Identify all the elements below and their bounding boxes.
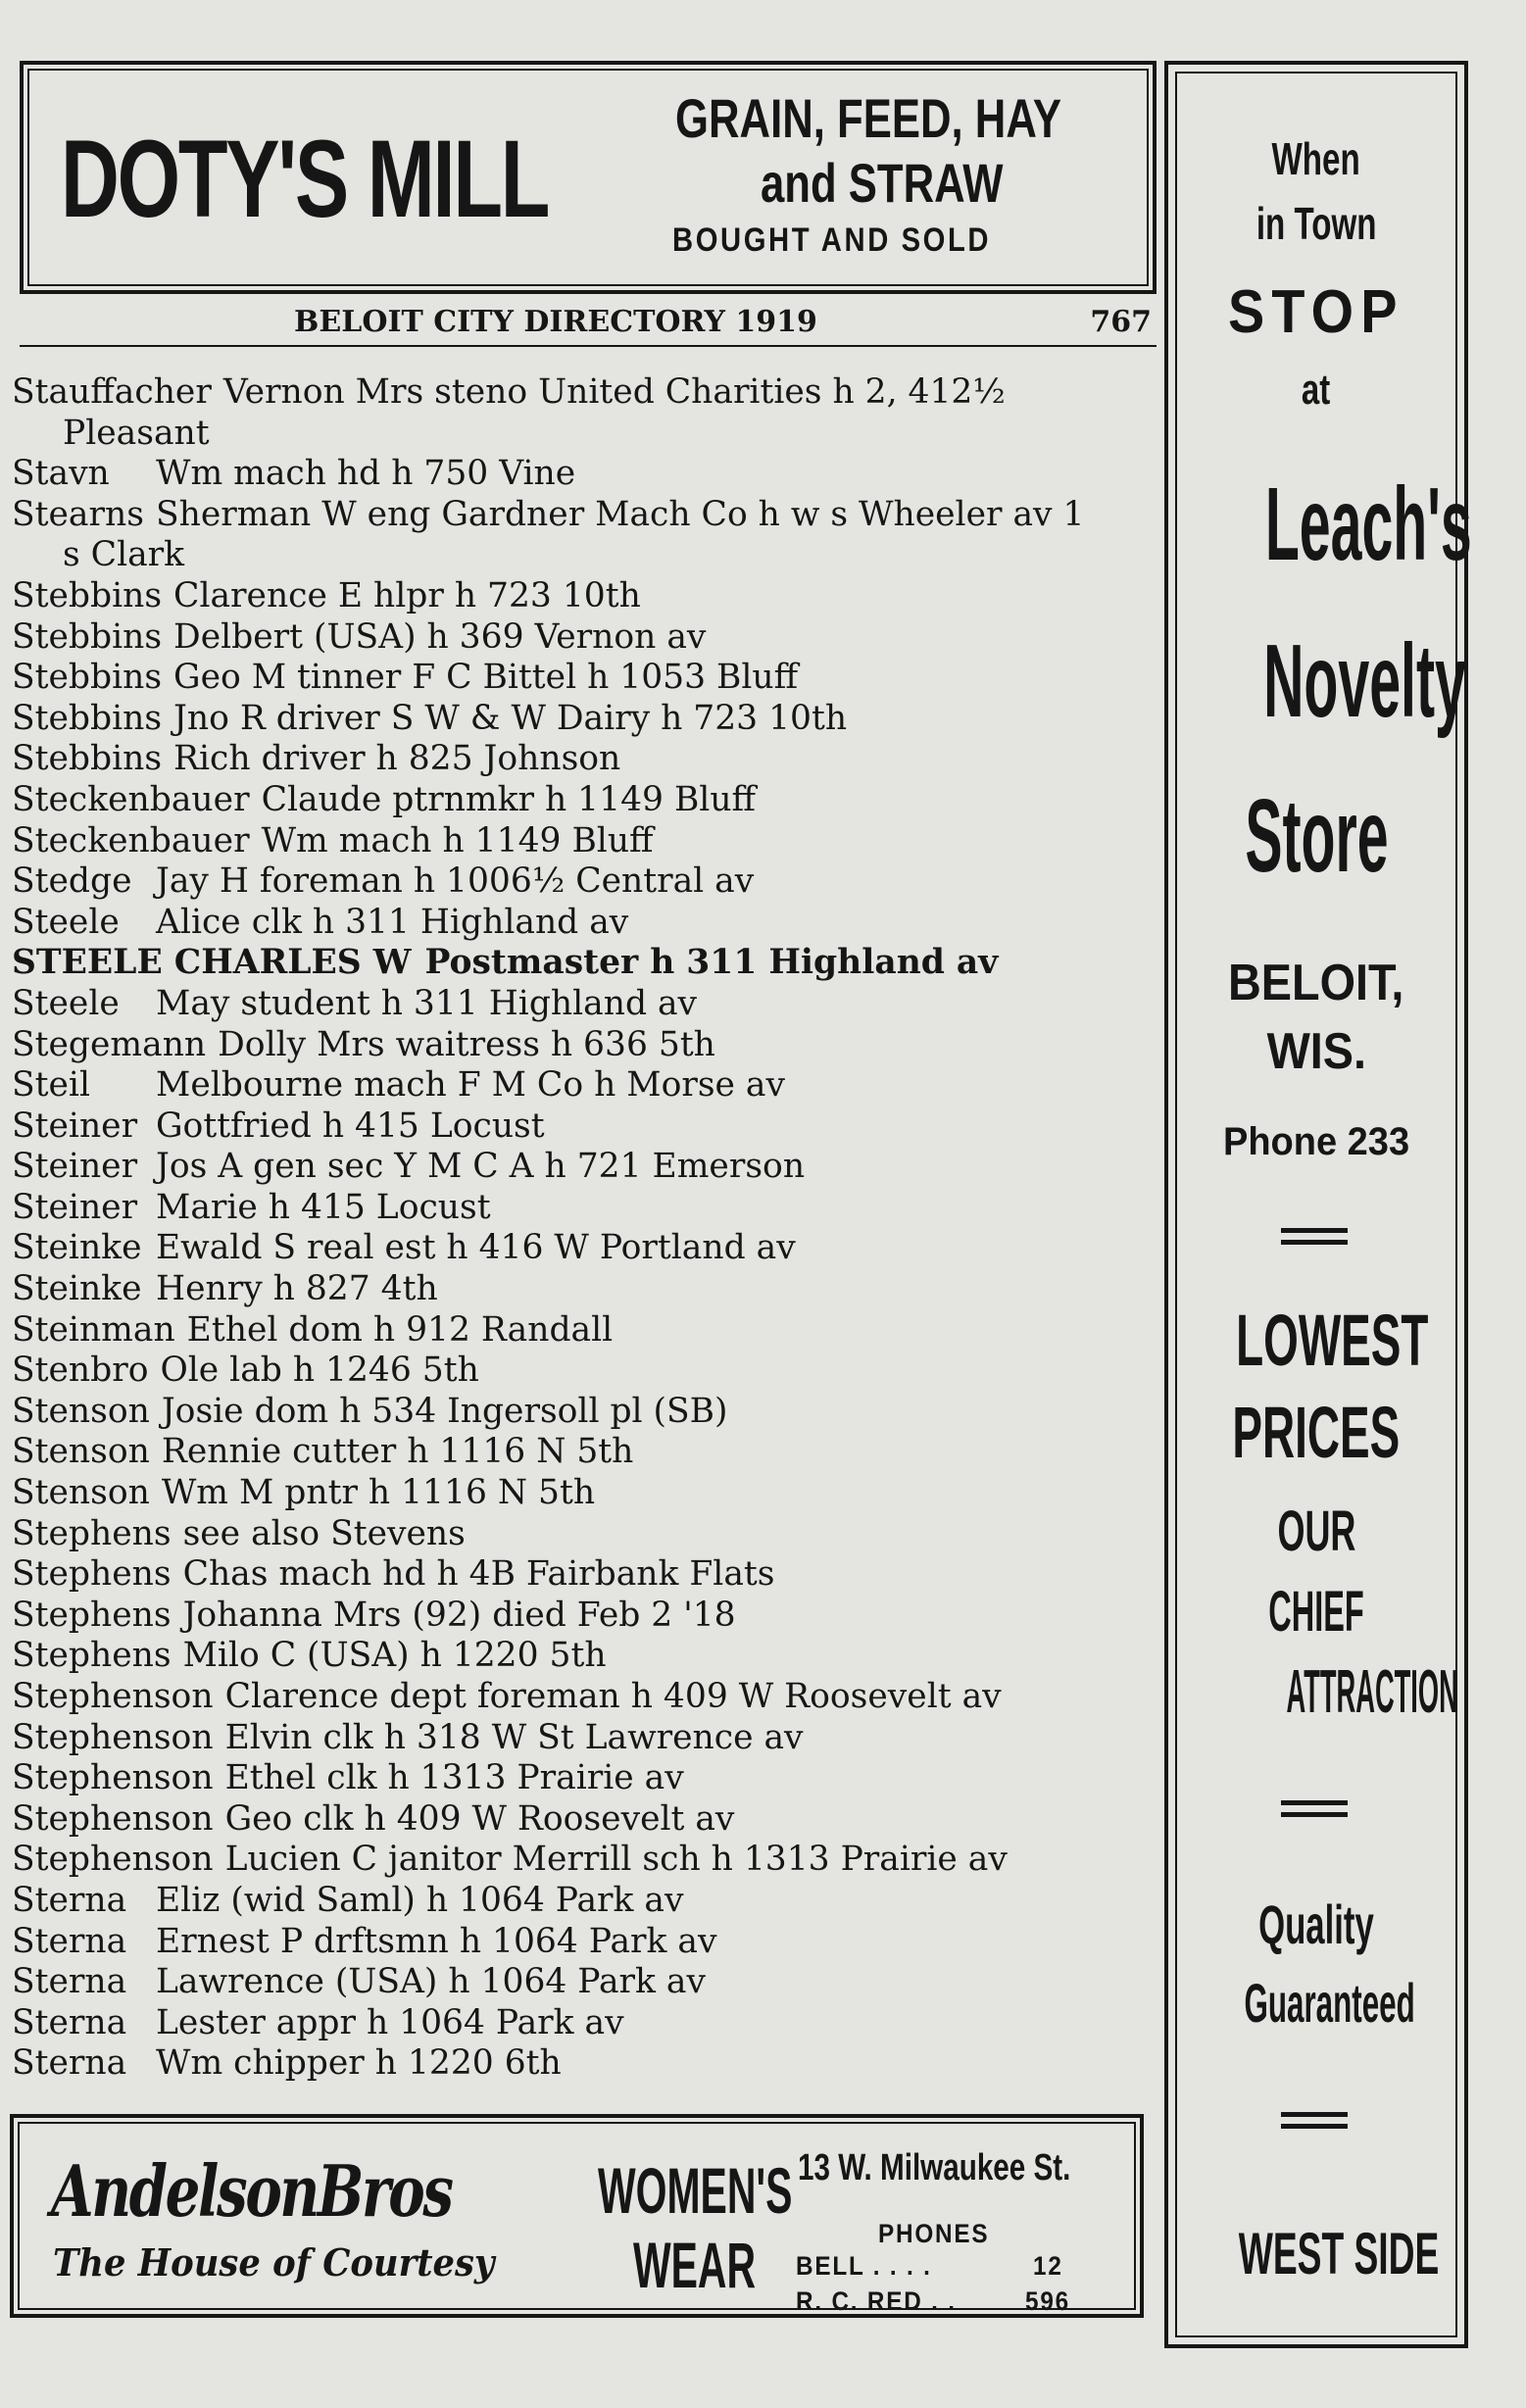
- entry-surname: Sterna: [12, 1880, 127, 1920]
- entry-details: Pleasant: [63, 413, 210, 453]
- directory-entry: [12, 1473, 1149, 1514]
- entry-surname: Steil: [12, 1065, 90, 1106]
- directory-entry: [12, 1432, 1149, 1473]
- entry-details: Johanna Mrs (92) died Feb 2 '18: [182, 1595, 736, 1635]
- side-prices: PRICES: [1232, 1392, 1401, 1473]
- entry-details: Marie h 415 Locust: [156, 1187, 491, 1227]
- directory-entry: [12, 1758, 1149, 1799]
- directory-title: BELOIT CITY DIRECTORY 1919: [294, 305, 817, 339]
- entry-details: Dolly Mrs waitress h 636 5th: [218, 1024, 715, 1064]
- entry-surname: Stebbins: [12, 698, 163, 738]
- entry-details: Lawrence (USA) h 1064 Park av: [156, 1962, 706, 2002]
- bell-phone-label: BELL . . . .: [796, 2251, 932, 2281]
- directory-entry: [12, 903, 1149, 944]
- side-leachs: Leach's: [1264, 467, 1472, 582]
- side-guaranteed: Guaranteed: [1244, 1972, 1415, 2034]
- entry-details: Wm chipper h 1220 6th: [156, 2043, 562, 2084]
- side-rule-2a: [1281, 1800, 1348, 1805]
- directory-entry: [12, 1922, 1149, 1963]
- wear-label: WEAR: [633, 2229, 757, 2301]
- entry-details: Claude ptrnmkr h 1149 Bluff: [261, 779, 757, 819]
- directory-entry: [12, 658, 1149, 699]
- entry-surname: Stebbins: [12, 616, 163, 657]
- entry-surname: Stenbro: [12, 1351, 149, 1391]
- side-wis: WIS.: [1266, 1023, 1366, 1080]
- entry-details: Elvin clk h 318 W St Lawrence av: [224, 1717, 804, 1757]
- entry-surname: Steiner: [12, 1187, 138, 1227]
- entry-details: Lucien C janitor Merrill sch h 1313 Prairie av: [224, 1840, 1008, 1880]
- side-in-town: in Town: [1255, 198, 1377, 249]
- entry-details: Eliz (wid Saml) h 1064 Park av: [156, 1880, 684, 1920]
- directory-entry: [12, 1188, 1149, 1229]
- entry-surname: Sterna: [12, 1921, 127, 1961]
- entry-surname: Stenson: [12, 1473, 150, 1513]
- entry-surname: Steinke: [12, 1228, 142, 1268]
- side-west-side: WEST SIDE: [1238, 2221, 1440, 2286]
- entry-surname: Steiner: [12, 1106, 138, 1146]
- directory-entry: [12, 821, 1149, 862]
- entry-surname: Stephenson: [12, 1840, 214, 1880]
- entry-surname: Sterna: [12, 2043, 127, 2084]
- entry-details: Jos A gen sec Y M C A h 721 Emerson: [156, 1147, 806, 1187]
- directory-entry: [12, 1392, 1149, 1433]
- directory-entry: [12, 372, 1149, 414]
- entry-details: Jay H foreman h 1006½ Central av: [156, 861, 755, 902]
- entry-details: Ole lab h 1246 5th: [160, 1351, 479, 1391]
- side-beloit: BELOIT,: [1228, 955, 1404, 1011]
- entry-details: Clarence E hlpr h 723 10th: [173, 575, 641, 615]
- directory-entry: [12, 617, 1149, 659]
- directory-entry: [12, 1596, 1149, 1637]
- entry-details: s Clark: [63, 535, 185, 575]
- directory-entry: [12, 576, 1149, 617]
- side-when: When: [1271, 133, 1361, 184]
- womens-label: WOMEN'S: [598, 2154, 793, 2227]
- bell-phone-number: 12: [1033, 2251, 1063, 2281]
- side-store: Store: [1244, 778, 1389, 894]
- entry-details: Alice clk h 311 Highland av: [156, 902, 629, 942]
- entry-surname: Stephens: [12, 1554, 172, 1595]
- entry-surname: Steiner: [12, 1147, 138, 1187]
- entry-surname: Sterna: [12, 2002, 127, 2042]
- entry-details: see also Stevens: [182, 1513, 466, 1553]
- entry-surname: Steele: [12, 902, 120, 942]
- directory-entry: [12, 861, 1149, 903]
- directory-entry: [12, 1677, 1149, 1718]
- side-lowest: LOWEST: [1236, 1300, 1429, 1381]
- side-rule-1a: [1281, 1228, 1348, 1233]
- directory-entry: [12, 2043, 1149, 2085]
- side-chief: CHIEF: [1268, 1580, 1364, 1644]
- directory-entry: [12, 1962, 1149, 2003]
- entry-surname: Steckenbauer: [12, 820, 250, 860]
- directory-entry: [12, 454, 1149, 495]
- dotys-mill-line3: BOUGHT AND SOLD: [672, 221, 992, 259]
- entry-surname: Stedge: [12, 861, 132, 902]
- side-attraction: ATTRACTION: [1286, 1658, 1458, 1726]
- dotys-mill-line1: GRAIN, FEED, HAY: [675, 87, 1061, 149]
- directory-entry: [12, 1799, 1149, 1841]
- entry-surname: Stephenson: [12, 1798, 214, 1839]
- directory-entry: [12, 1718, 1149, 1759]
- entry-surname: Stenson: [12, 1391, 150, 1431]
- andelson-bros-tagline: The House of Courtesy: [53, 2240, 495, 2285]
- running-header: [294, 305, 1152, 340]
- entry-details: Delbert (USA) h 369 Vernon av: [173, 616, 707, 657]
- side-phone: Phone 233: [1222, 1120, 1410, 1163]
- dotys-mill-ad: [20, 61, 1157, 294]
- directory-entry: [12, 1514, 1149, 1555]
- directory-entry: [12, 780, 1149, 821]
- entry-details: Ethel dom h 912 Randall: [186, 1309, 614, 1350]
- entry-details: Milo C (USA) h 1220 5th: [182, 1636, 607, 1676]
- entry-details: Wm mach h 1149 Bluff: [261, 820, 654, 860]
- entry-details: May student h 311 Highland av: [156, 983, 698, 1023]
- side-stop: STOP: [1228, 278, 1404, 346]
- directory-entry: [12, 1351, 1149, 1392]
- entry-surname: Stebbins: [12, 658, 163, 698]
- directory-entry: [12, 1106, 1149, 1148]
- directory-entry: [12, 943, 1149, 984]
- entry-surname: Steinke: [12, 1269, 142, 1309]
- entry-details: Jno R driver S W & W Dairy h 723 10th: [173, 698, 848, 738]
- entry-surname: Stephenson: [12, 1677, 214, 1716]
- side-novelty: Novelty: [1263, 623, 1466, 739]
- directory-entry: [12, 1636, 1149, 1677]
- andelson-address: 13 W. Milwaukee St.: [798, 2147, 1071, 2188]
- entry-surname: Stavn: [12, 454, 110, 494]
- entry-details: Vernon Mrs steno United Charities h 2, 412½: [222, 372, 1006, 412]
- side-rule-1b: [1281, 1240, 1348, 1245]
- entry-details: Henry h 827 4th: [156, 1269, 438, 1309]
- entry-details: Rennie cutter h 1116 N 5th: [161, 1432, 634, 1472]
- directory-entry: [12, 984, 1149, 1025]
- entry-details: Josie dom h 534 Ingersoll pl (SB): [161, 1391, 728, 1431]
- entry-details: Ethel clk h 1313 Prairie av: [224, 1758, 684, 1798]
- andelson-bros-ad: [10, 2114, 1144, 2318]
- entry-details: Gottfried h 415 Locust: [156, 1106, 545, 1146]
- directory-entry: [12, 1228, 1149, 1269]
- entry-surname: Steinman: [12, 1309, 175, 1350]
- dotys-mill-name: DOTY'S MILL: [61, 118, 549, 240]
- directory-entry: [12, 1881, 1149, 1922]
- entry-surname: Stebbins: [12, 575, 163, 615]
- entry-surname: Sterna: [12, 1962, 127, 2002]
- entry-details: Chas mach hd h 4B Fairbank Flats: [182, 1554, 775, 1595]
- rc-red-phone-label: R. C. RED . .: [796, 2286, 957, 2316]
- entry-surname: Stephens: [12, 1595, 172, 1635]
- entry-details: Melbourne mach F M Co h Morse av: [156, 1065, 785, 1106]
- entry-surname: Steele: [12, 983, 120, 1023]
- entry-details: Wm M pntr h 1116 N 5th: [161, 1473, 596, 1513]
- leachs-novelty-ad-inner-border: [1175, 72, 1472, 2337]
- entry-surname: Steckenbauer: [12, 779, 250, 819]
- entry-surname: STEELE CHARLES W: [12, 943, 412, 983]
- entry-details: Wm mach hd h 750 Vine: [156, 454, 576, 494]
- entry-surname: Stauffacher: [12, 372, 212, 412]
- entry-details: Rich driver h 825 Johnson: [173, 739, 621, 779]
- header-rule: [20, 345, 1157, 347]
- directory-entry: [12, 1840, 1149, 1881]
- directory-entry: [12, 1554, 1149, 1596]
- directory-entry: [12, 535, 1149, 576]
- entry-surname: Stephens: [12, 1636, 172, 1676]
- entry-surname: Stephenson: [12, 1717, 214, 1757]
- dotys-mill-line2: and STRAW: [761, 152, 1004, 214]
- entry-surname: Stegemann: [12, 1024, 207, 1064]
- directory-entry: [12, 699, 1149, 740]
- directory-entry: [12, 1269, 1149, 1310]
- directory-entry: [12, 2003, 1149, 2044]
- rc-red-phone-number: 596: [1025, 2286, 1070, 2316]
- entry-details: Postmaster h 311 Highland av: [424, 943, 999, 983]
- directory-entry: [12, 414, 1149, 455]
- entry-surname: Stephenson: [12, 1758, 214, 1798]
- side-quality: Quality: [1258, 1893, 1374, 1955]
- page-number: 767: [1090, 305, 1152, 339]
- entry-surname: Stearns: [12, 494, 144, 534]
- directory-entry: [12, 1065, 1149, 1106]
- andelson-bros-name: AndelsonBros: [51, 2149, 452, 2233]
- directory-entry: [12, 1147, 1149, 1188]
- entry-details: Clarence dept foreman h 409 W Roosevelt av: [224, 1677, 1002, 1716]
- entry-details: Geo clk h 409 W Roosevelt av: [224, 1798, 735, 1839]
- side-our: OUR: [1277, 1499, 1355, 1563]
- directory-entry: [12, 1025, 1149, 1066]
- entry-details: Lester appr h 1064 Park av: [156, 2002, 624, 2042]
- side-rule-3a: [1281, 2112, 1348, 2117]
- entry-details: Geo M tinner F C Bittel h 1053 Bluff: [173, 658, 799, 698]
- directory-entries: [12, 372, 1149, 2085]
- side-rule-2b: [1281, 1812, 1348, 1817]
- entry-surname: Stenson: [12, 1432, 150, 1472]
- leachs-novelty-ad: [1164, 61, 1472, 2348]
- phones-label: PHONES: [878, 2219, 990, 2248]
- entry-details: Ernest P drftsmn h 1064 Park av: [156, 1921, 717, 1961]
- entry-details: Ewald S real est h 416 W Portland av: [156, 1228, 796, 1268]
- side-rule-3b: [1281, 2124, 1348, 2129]
- directory-entry: [12, 495, 1149, 536]
- entry-surname: Stebbins: [12, 739, 163, 779]
- entry-details: Sherman W eng Gardner Mach Co h w s Wheeler av 1: [156, 494, 1085, 534]
- directory-entry: [12, 739, 1149, 780]
- directory-entry: [12, 1310, 1149, 1351]
- side-at: at: [1302, 366, 1331, 414]
- entry-surname: Stephens: [12, 1513, 172, 1553]
